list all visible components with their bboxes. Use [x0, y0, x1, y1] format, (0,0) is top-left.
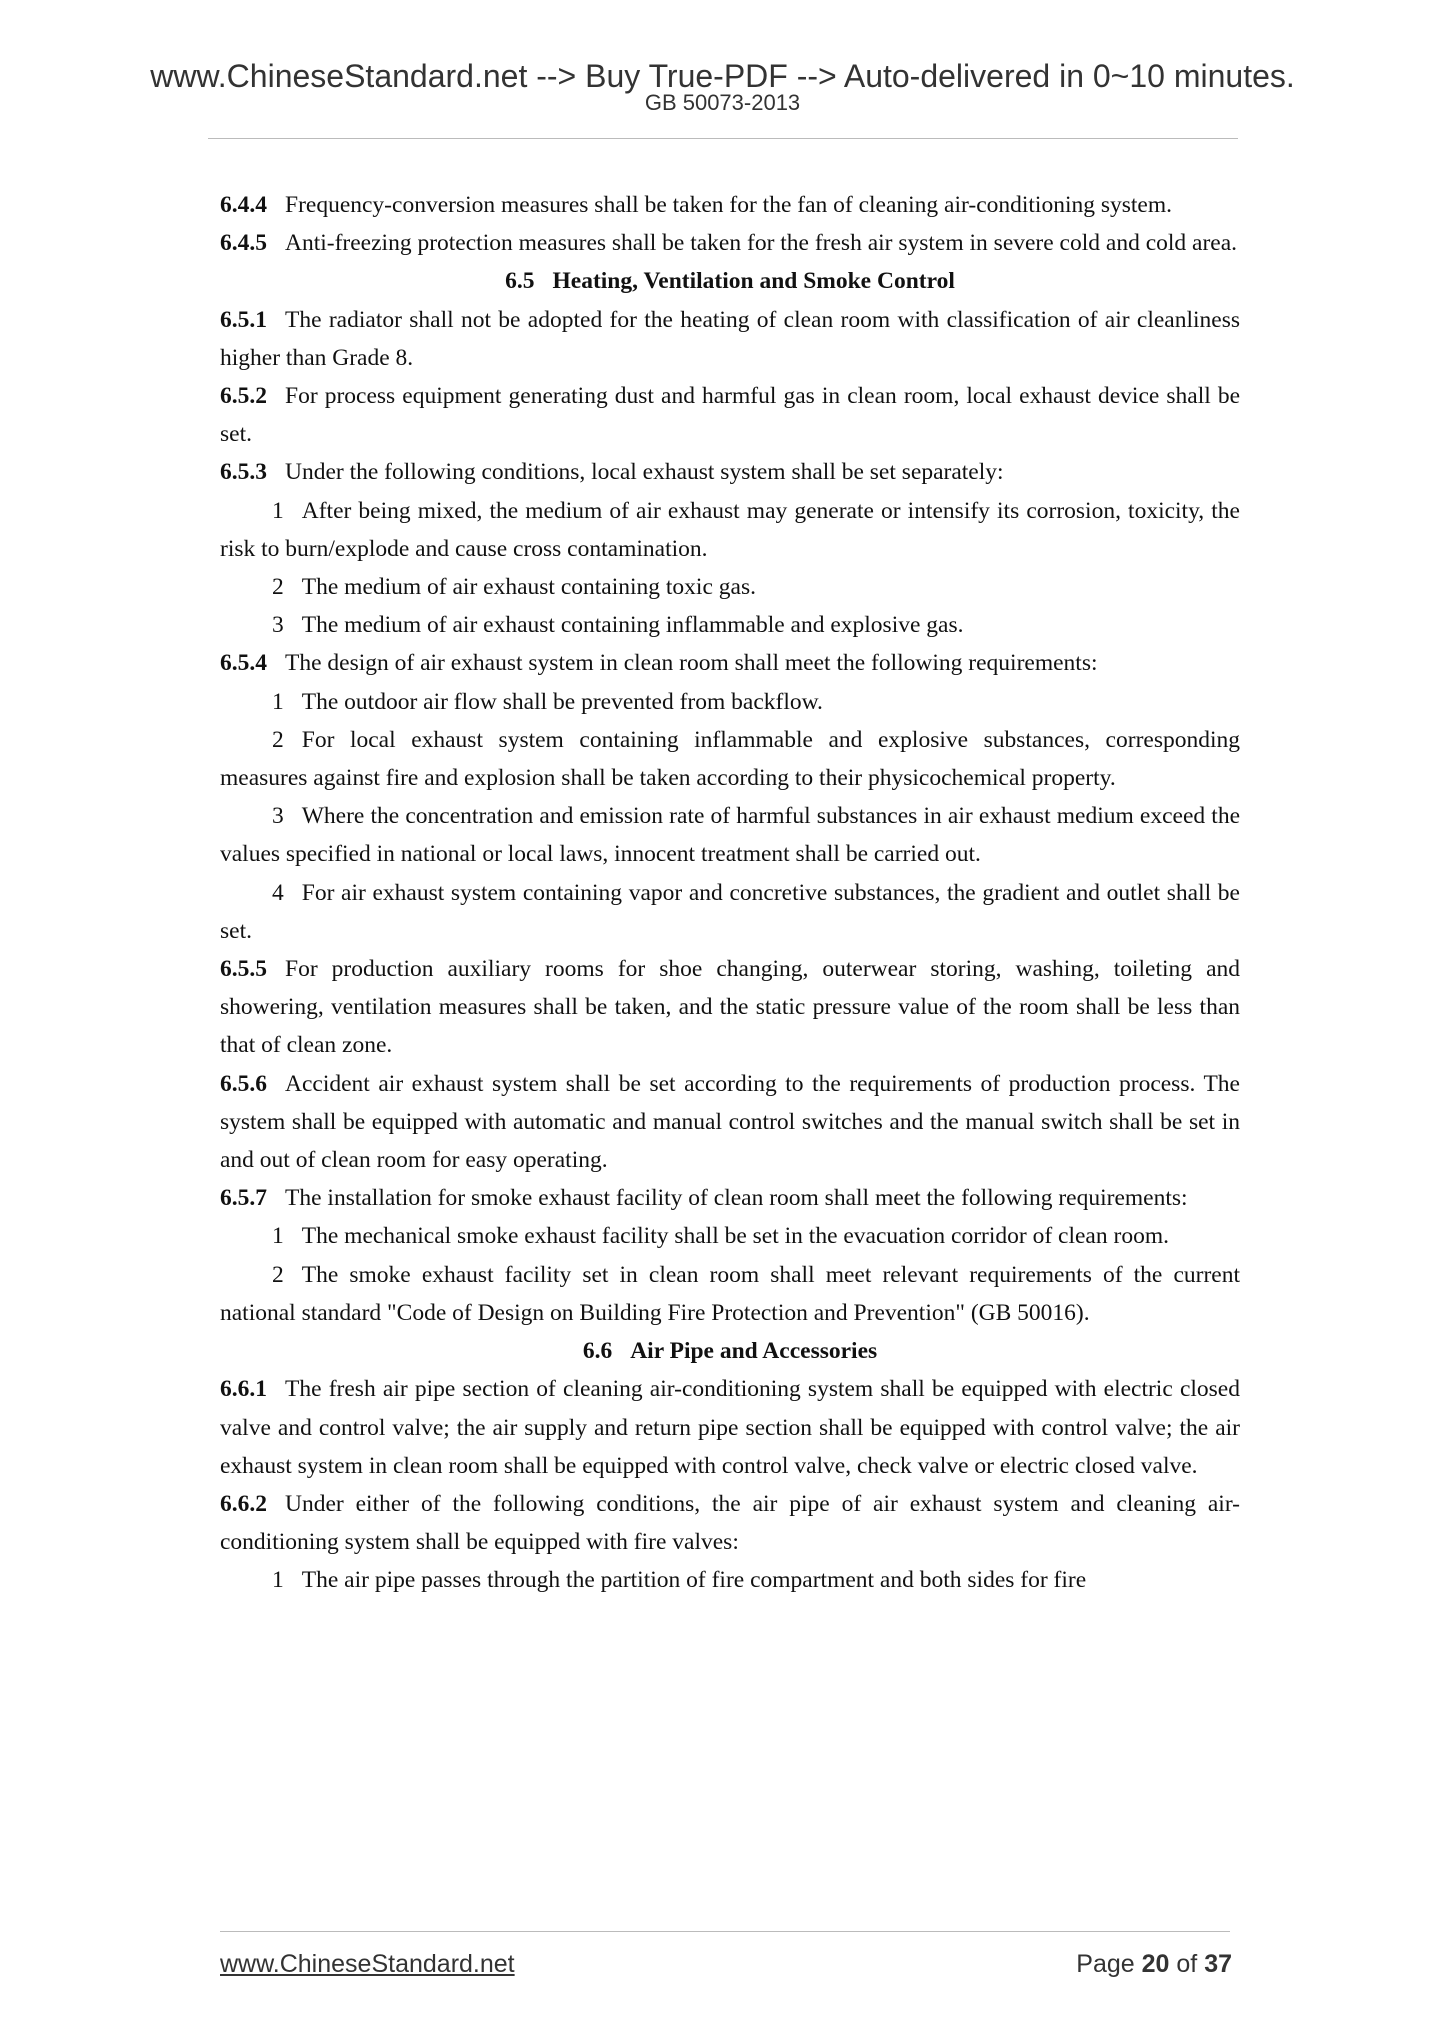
item-number: 2 — [272, 726, 284, 753]
list-item — [220, 1256, 1240, 1332]
item-text: The mechanical smoke exhaust facility shall be set in the evacuation corridor of clean room. — [301, 1223, 1169, 1250]
page-total: 37 — [1204, 1950, 1232, 1978]
page-header — [0, 58, 1445, 116]
list-item — [220, 797, 1240, 873]
clause-number: 6.4.5 — [220, 230, 267, 257]
clause-text: The radiator shall not be adopted for the heating of clean room with classification of air cleanliness higher than Grade 8. — [220, 306, 1240, 371]
clause-text: The installation for smoke exhaust facility of clean room shall meet the following requirements: — [285, 1185, 1188, 1212]
section-number: 6.6 — [582, 1338, 613, 1365]
item-text: The smoke exhaust facility set in clean room shall meet relevant requirements of the current national standard "Code of Design on Building Fire Protection and Prevention" (GB 50016). — [220, 1261, 1240, 1326]
clause-number: 6.5.7 — [220, 1185, 267, 1212]
footer-site-link[interactable]: www.ChineseStandard.net — [220, 1950, 515, 1978]
standard-code: GB 50073-2013 — [644, 90, 801, 115]
page-current: 20 — [1141, 1950, 1170, 1978]
list-item — [220, 492, 1240, 568]
document-body — [220, 186, 1240, 1600]
item-text: For local exhaust system containing inflammable and explosive substances, corresponding measures against fire and explosion shall be taken according to their physicochemical property. — [220, 726, 1240, 792]
clause-number: 6.6.2 — [220, 1490, 267, 1517]
clause-6-5-7 — [220, 1179, 1240, 1217]
item-number: 1 — [272, 497, 284, 524]
section-heading-6-5 — [220, 262, 1240, 300]
clause-number: 6.5.1 — [220, 306, 267, 333]
clause-number: 6.5.2 — [220, 383, 267, 410]
list-item — [220, 721, 1240, 797]
clause-text: For production auxiliary rooms for shoe changing, outerwear storing, washing, toileting and showering, ventilation measures shall be taken, and the static pressure value of the room shall be less than that of clean zone. — [220, 956, 1240, 1059]
clause-text: Frequency-conversion measures shall be taken for the fan of cleaning air-conditioning system. — [285, 192, 1173, 218]
item-number: 1 — [272, 1567, 284, 1594]
clause-6-4-5 — [220, 224, 1240, 262]
list-item — [220, 568, 1240, 606]
list-item — [220, 1217, 1240, 1255]
clause-text: For process equipment generating dust and harmful gas in clean room, local exhaust device shall be set. — [220, 383, 1240, 448]
item-text: The medium of air exhaust containing inflammable and explosive gas. — [301, 612, 964, 639]
clause-number: 6.5.6 — [220, 1070, 267, 1097]
clause-6-5-5 — [220, 950, 1240, 1065]
header-divider — [208, 138, 1238, 139]
page-footer — [220, 1950, 1232, 1979]
item-text: The outdoor air flow shall be prevented from backflow. — [301, 688, 823, 715]
list-item — [220, 683, 1240, 721]
item-number: 1 — [272, 1223, 284, 1250]
item-number: 2 — [272, 574, 284, 601]
section-title: Heating, Ventilation and Smoke Control — [552, 268, 955, 295]
item-text: Where the concentration and emission rate of harmful substances in air exhaust medium exceed the values specified in national or local laws, innocent treatment shall be carried out. — [220, 803, 1240, 868]
item-text: The air pipe passes through the partition of fire compartment and both sides for fire — [301, 1567, 1087, 1594]
section-number: 6.5 — [505, 268, 535, 295]
clause-number: 6.5.4 — [220, 650, 267, 677]
item-text: The medium of air exhaust containing toxic gas. — [301, 574, 756, 601]
clause-6-5-6 — [220, 1065, 1240, 1180]
clause-6-5-3 — [220, 453, 1240, 491]
clause-text: Under either of the following conditions, the air pipe of air exhaust system and cleaning air-conditioning system shall be equipped with fire valves: — [220, 1490, 1240, 1556]
item-text: After being mixed, the medium of air exhaust may generate or intensify its corrosion, toxicity, the risk to burn/explode and cause cross contamination. — [220, 497, 1240, 562]
page-indicator — [1076, 1950, 1232, 1979]
section-heading-6-6 — [220, 1332, 1240, 1370]
clause-6-5-2 — [220, 377, 1240, 453]
list-item — [220, 1561, 1240, 1599]
item-number: 2 — [272, 1261, 284, 1288]
list-item — [220, 874, 1240, 950]
section-title: Air Pipe and Accessories — [630, 1338, 878, 1365]
clause-number: 6.5.3 — [220, 459, 267, 486]
item-number: 3 — [272, 612, 284, 639]
clause-6-5-1 — [220, 301, 1240, 377]
item-number: 4 — [272, 879, 284, 906]
clause-6-5-4 — [220, 644, 1240, 682]
clause-6-6-1 — [220, 1370, 1240, 1485]
clause-text: Accident air exhaust system shall be set according to the requirements of production process. The system shall be equipped with automatic and manual control switches and the manual switch shall be set in and out of clean room for easy operating. — [220, 1070, 1240, 1174]
clause-text: Anti-freezing protection measures shall be taken for the fresh air system in severe cold and cold area. — [285, 230, 1238, 257]
page-label: Page — [1076, 1950, 1135, 1978]
footer-divider — [220, 1931, 1230, 1932]
page-of-label: of — [1176, 1950, 1198, 1978]
clause-text: Under the following conditions, local exhaust system shall be set separately: — [285, 459, 1004, 486]
clause-text: The fresh air pipe section of cleaning air-conditioning system shall be equipped with electric closed valve and control valve; the air supply and return pipe section shall be equipped with control valve; the air exhaust system in clean room shall be equipped with control valve, check valve or electric closed valve. — [220, 1376, 1240, 1479]
clause-number: 6.5.5 — [220, 956, 267, 983]
item-number: 1 — [272, 688, 284, 715]
header-banner[interactable]: www.ChineseStandard.net --> Buy True-PDF --> Auto-delivered in 0~10 minutes. — [150, 58, 1295, 94]
clause-6-4-4 — [220, 186, 1240, 224]
clause-number: 6.4.4 — [220, 192, 267, 218]
clause-text: The design of air exhaust system in clean room shall meet the following requirements: — [285, 650, 1098, 677]
item-text: For air exhaust system containing vapor and concretive substances, the gradient and outlet shall be set. — [220, 879, 1240, 944]
clause-6-6-2 — [220, 1485, 1240, 1561]
list-item — [220, 606, 1240, 644]
clause-number: 6.6.1 — [220, 1376, 267, 1403]
item-number: 3 — [272, 803, 284, 830]
